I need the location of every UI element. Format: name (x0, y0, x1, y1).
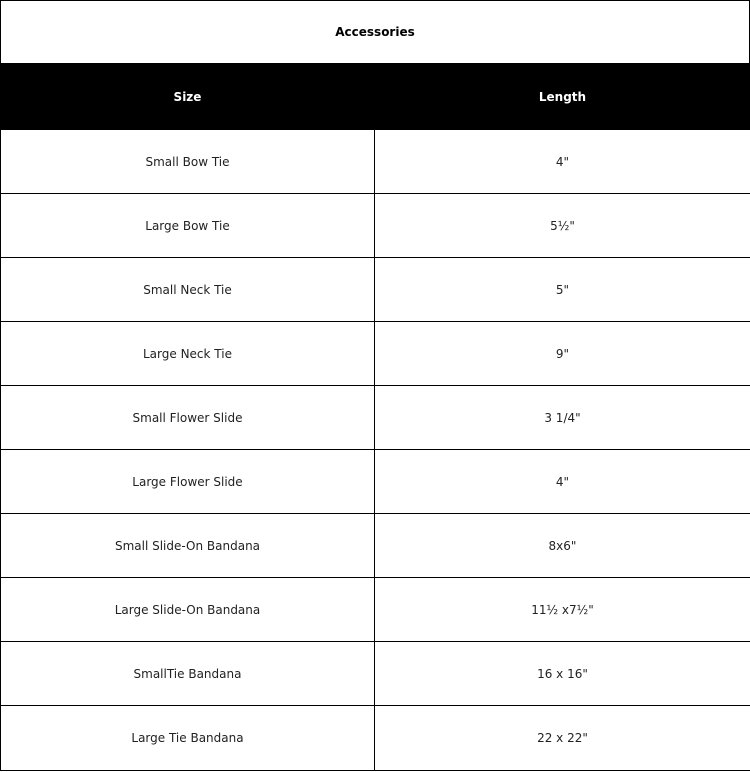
size-table (0, 63, 750, 771)
table-row (1, 258, 750, 322)
column-header-size: Size (1, 64, 375, 130)
table-header (1, 64, 750, 130)
size-cell: Small Flower Slide (1, 386, 375, 450)
length-cell: 5½" (375, 194, 750, 258)
table-row (1, 130, 750, 194)
size-cell: SmallTie Bandana (1, 642, 375, 706)
table-row (1, 386, 750, 450)
size-cell: Large Slide-On Bandana (1, 578, 375, 642)
length-cell: 5" (375, 258, 750, 322)
column-header-length: Length (375, 64, 750, 130)
length-cell: 3 1/4" (375, 386, 750, 450)
length-cell: 16 x 16" (375, 642, 750, 706)
length-cell: 11½ x7½" (375, 578, 750, 642)
table-row (1, 578, 750, 642)
table-body (1, 130, 750, 771)
size-cell: Small Slide-On Bandana (1, 514, 375, 578)
table-row (1, 450, 750, 514)
length-cell: 8x6" (375, 514, 750, 578)
size-cell: Small Neck Tie (1, 258, 375, 322)
table-caption: Accessories (335, 25, 415, 39)
size-cell: Small Bow Tie (1, 130, 375, 194)
size-cell: Large Neck Tie (1, 322, 375, 386)
table-row (1, 514, 750, 578)
length-cell: 4" (375, 130, 750, 194)
table-row (1, 194, 750, 258)
table-row (1, 642, 750, 706)
length-cell: 22 x 22" (375, 706, 750, 771)
size-cell: Large Bow Tie (1, 194, 375, 258)
length-cell: 9" (375, 322, 750, 386)
table-caption-row (0, 0, 750, 63)
table-row (1, 322, 750, 386)
size-cell: Large Flower Slide (1, 450, 375, 514)
table-row (1, 706, 750, 771)
header-row (1, 64, 750, 130)
length-cell: 4" (375, 450, 750, 514)
size-cell: Large Tie Bandana (1, 706, 375, 771)
